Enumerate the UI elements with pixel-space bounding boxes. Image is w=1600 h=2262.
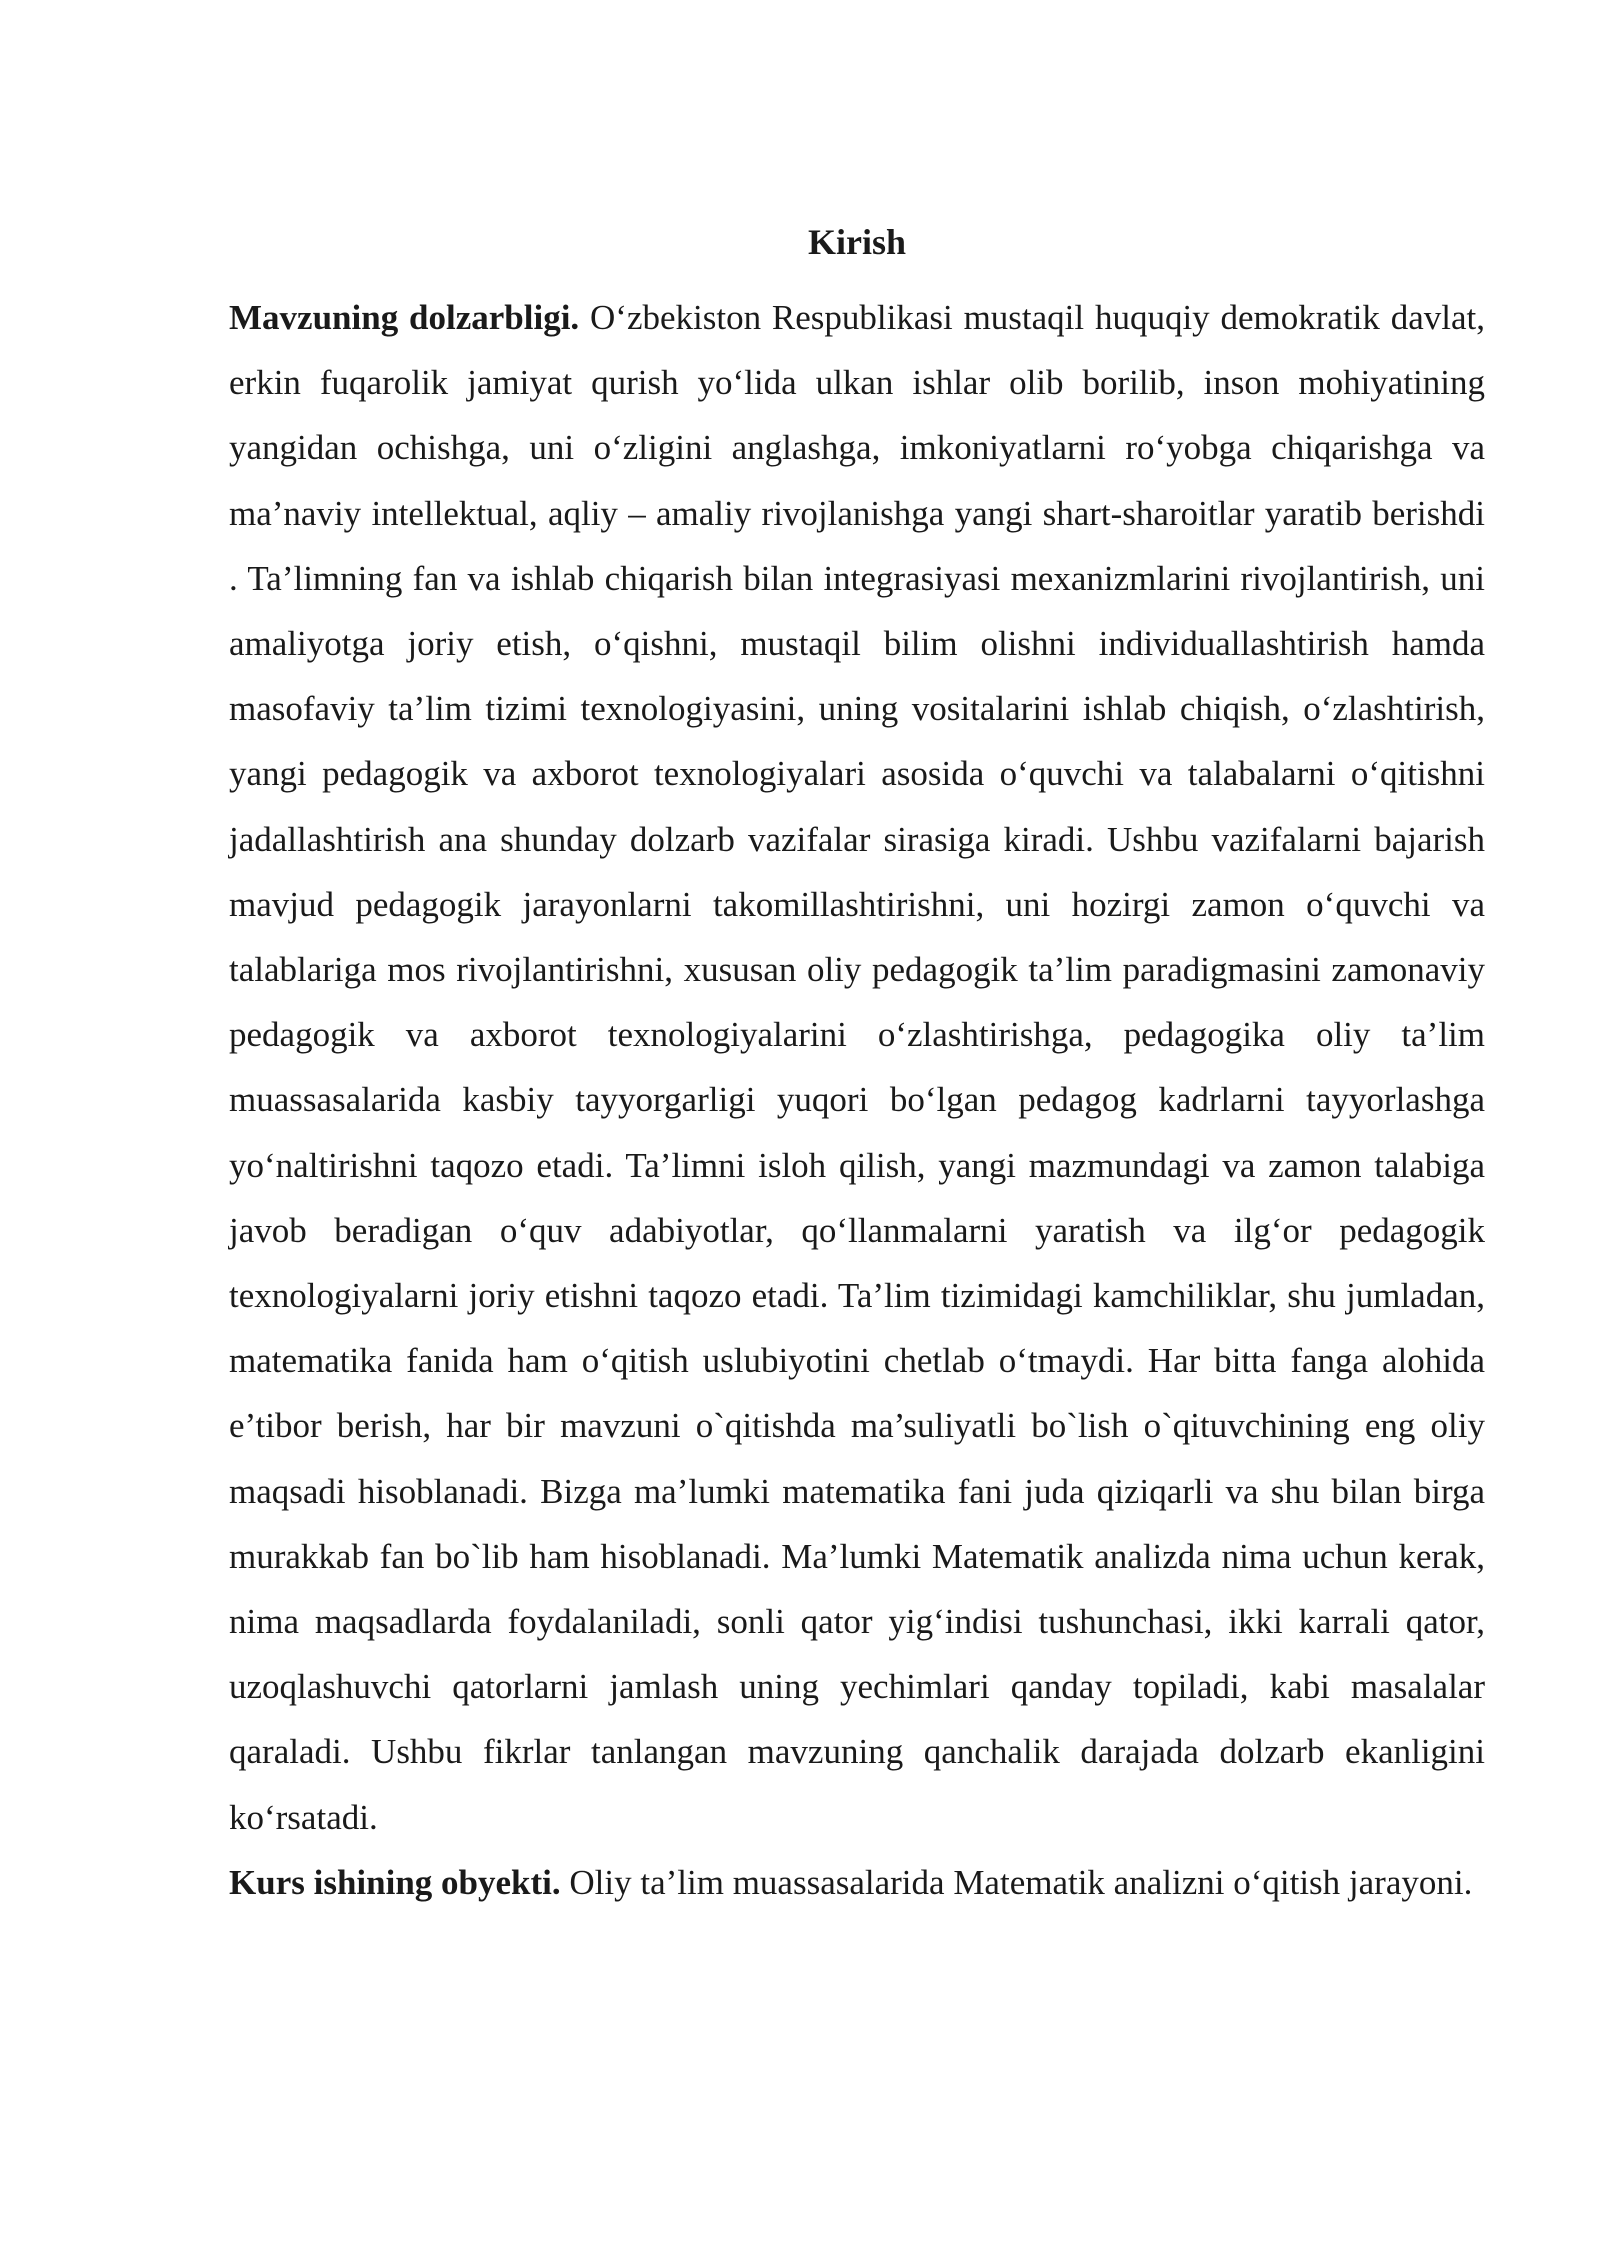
paragraph-lead: Mavzuning dolzarbligi. (229, 298, 580, 337)
paragraph-body: Oliy ta’lim muassasalarida Matematik analizni o‘qitish jarayoni. (569, 1862, 1473, 1902)
document-page (229, 210, 1485, 1915)
page-title: Kirish (807, 222, 906, 262)
paragraph-body: O‘zbekiston Respublikasi mustaqil huquqiy demokratik davlat, erkin fuqarolik jamiyat qurish yo‘lida ulkan ishlar olib borilib, inson mohiyatining yangidan ochishga, uni o‘zligini anglashga, imkoniyatlarni ro‘yobga chiqarishga va ma’naviy intellektual, aqliy – amaliy rivojlanishga yangi shart-sharoitlar yaratib berishdi . Ta’limning fan va ishlab chiqarish bilan integrasiyasi mexanizmlarini rivojlantirish, uni amaliyotga joriy etish, o‘qishni, mustaqil bilim olishni individuallashtirish hamda masofaviy ta’lim tizimi texnologiyasini, uning vositalarini ishlab chiqish, o‘zlashtirish, yangi pedagogik va axborot texnologiyalari asosida o‘quvchi va talabalarni o‘qitishni jadallashtirish ana shunday dolzarb vazifalar sirasiga kiradi. Ushbu vazifalarni bajarish mavjud pedagogik jarayonlarni takomillashtirishni, uni hozirgi zamon o‘quvchi va talablariga mos rivojlantirishni, xususan oliy pedagogik ta’lim paradigmasini zamonaviy pedagogik va axborot texnologiyalarini o‘zlashtirishga, pedagogika oliy ta’lim muassasalarida kasbiy tayyorgarligi yuqori bo‘lgan pedagog kadrlarni tayyorlashga yo‘naltirishni taqozo etadi. Ta’limni isloh qilish, yangi mazmundagi va zamon talabiga javob beradigan o‘quv adabiyotlar, qo‘llanmalarni yaratish va ilg‘or pedagogik texnologiyalarni joriy etishni taqozo etadi. Ta’lim tizimidagi kamchiliklar, shu jumladan, matematika fanida ham o‘qitish uslubiyotini chetlab o‘tmaydi. Har bitta fanga alohida e’tibor berish, har bir mavzuni o`qitishda ma’suliyatli bo`lish o`qituvchining eng oliy maqsadi hisoblanadi. Bizga ma’lumki matematika fani juda qiziqarli va shu bilan birga murakkab fan bo`lib ham hisoblanadi. Ma’lumki Matematik analizda nima uchun kerak, nima maqsadlarda foydalaniladi, sonli qator yig‘indisi tushunchasi, ikki karrali qator, uzoqlashuvchi qatorlarni jamlash uning yechimlari qanday topiladi, kabi masalalar qaraladi. Ushbu fikrlar tanlangan mavzuning qanchalik darajada dolzarb ekanligini ko‘rsatadi. (229, 298, 1486, 1837)
paragraph-lead: Kurs ishining obyekti. (229, 1862, 561, 1902)
paragraph-object (229, 1850, 1485, 1915)
paragraph-relevance (229, 285, 1485, 1850)
